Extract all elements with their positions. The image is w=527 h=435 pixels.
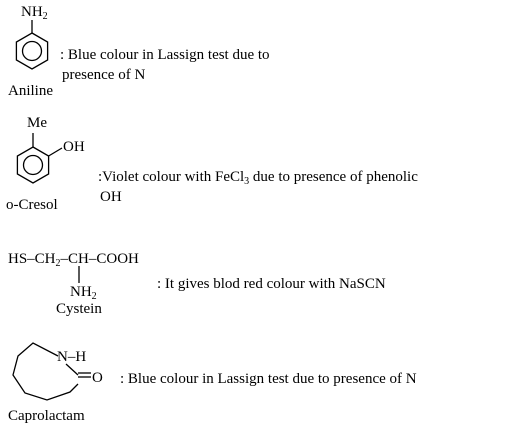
cresol-hydroxyl-label: OH (63, 139, 85, 155)
cresol-name: o-Cresol (6, 197, 58, 213)
caprolactam-oxygen-label: O (92, 370, 103, 386)
cystein-amino-label: $NH_2$ (70, 284, 97, 302)
cystein-note: : It gives blod red colour with NaSCN (157, 276, 386, 292)
cresol-note-line1: :Violet colour with FeCl$_3$ due to presence of phenolic (98, 169, 418, 187)
cresol-note-line2: OH (100, 189, 122, 205)
cystein-name: Cystein (56, 301, 102, 317)
caprolactam-nh-label: N–H (57, 349, 87, 365)
cresol-methyl-label: Me (27, 115, 47, 131)
aniline-name: Aniline (8, 83, 53, 99)
aniline-nh2-label: $NH_2$ (21, 4, 48, 22)
caprolactam-note: : Blue colour in Lassign test due to presence of N (120, 371, 417, 387)
aniline-note-line1: : Blue colour in Lassign test due to (60, 47, 270, 63)
cystein-formula: $HS-CH_2-CH$–COOH (8, 251, 139, 269)
aniline-note-line2: presence of N (62, 67, 146, 83)
caprolactam-name: Caprolactam (8, 408, 85, 424)
